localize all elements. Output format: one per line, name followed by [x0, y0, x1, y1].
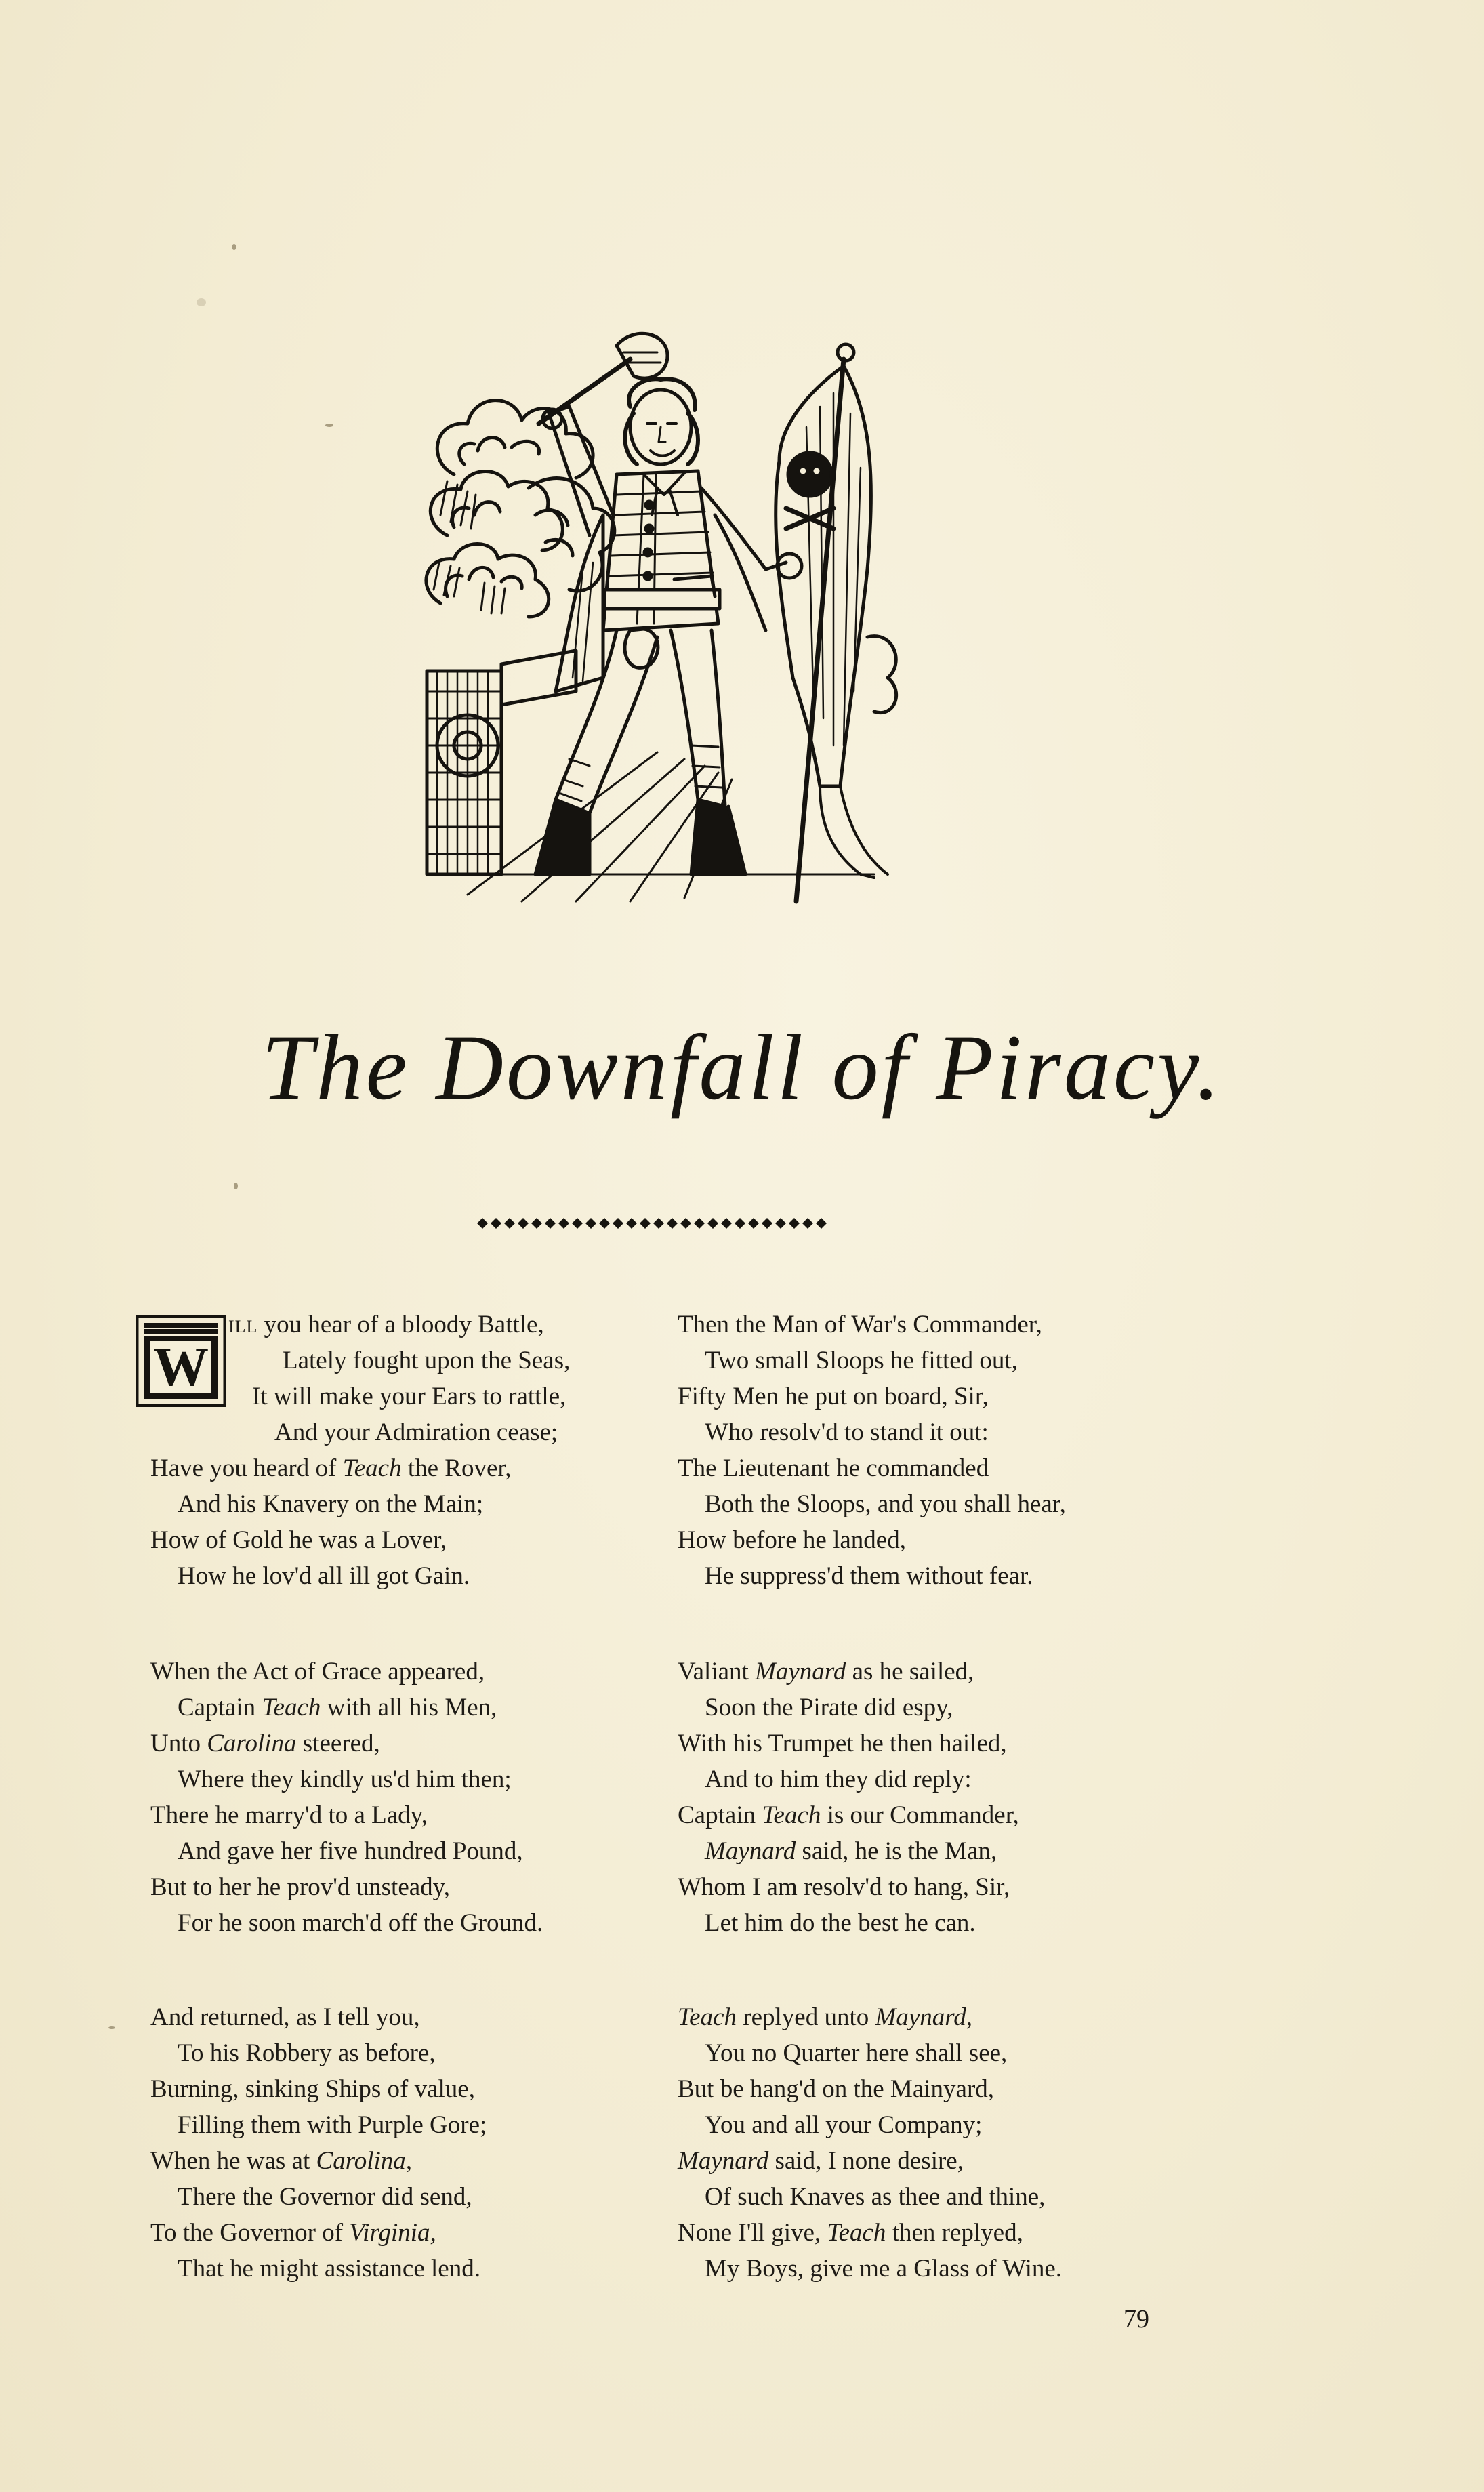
verse-text: Have you heard of [150, 1454, 343, 1482]
verse-text: Captain [678, 1801, 762, 1829]
verse-line [678, 1905, 1206, 1941]
verse-text: When the Act of Grace appeared, [150, 1658, 485, 1686]
italic-name: Virginia, [349, 2219, 436, 2247]
stanza [678, 1307, 1206, 1594]
verse-line [150, 1450, 679, 1486]
italic-name: Maynard [678, 2147, 769, 2175]
verse-text: The Lieutenant he commanded [678, 1454, 989, 1482]
stanza [678, 1654, 1206, 1941]
verse-text: Where they kindly us'd him then; [178, 1765, 512, 1793]
verse-line [678, 2143, 1206, 2179]
paper-speck [232, 244, 236, 250]
verse-line [150, 1378, 679, 1414]
italic-name: Carolina [207, 1730, 297, 1757]
verse-text: And returned, as I tell you, [150, 2003, 420, 2031]
verse-line [678, 1378, 1206, 1414]
italic-name: Maynard [705, 1837, 796, 1865]
verse-text: Of such Knaves as thee and thine, [705, 2183, 1046, 2211]
verse-text: Unto [150, 1730, 207, 1757]
verse-text: How of Gold he was a Lover, [150, 1526, 447, 1554]
verse-line [150, 2215, 679, 2251]
verse-text: How before he landed, [678, 1526, 906, 1554]
verse-text: the Rover, [401, 1454, 512, 1482]
verse-line [150, 2107, 679, 2143]
verse-text: There he marry'd to a Lady, [150, 1801, 428, 1829]
italic-name: Teach [678, 2003, 737, 2031]
ornamental-diamond-divider [474, 1215, 833, 1231]
verse-line [678, 2215, 1206, 2251]
drop-cap-letter: W [153, 1336, 209, 1397]
verse-line [678, 1999, 1206, 2035]
verse-text: And gave her five hundred Pound, [178, 1837, 523, 1865]
stanza [678, 1999, 1206, 2287]
verse-text: with all his Men, [321, 1694, 497, 1721]
verse-line [678, 1725, 1206, 1761]
verse-text: replyed unto [737, 2003, 875, 2031]
paper-speck [108, 2026, 115, 2029]
verse-line [150, 1690, 679, 1725]
verse-text: And his Knavery on the Main; [178, 1490, 484, 1518]
italic-name: Carolina, [316, 2147, 413, 2175]
verse-text: Let him do the best he can. [705, 1909, 976, 1937]
verse-line [150, 1522, 679, 1558]
poem-title: The Downfall of Piracy. [261, 1015, 1223, 1119]
verse-text: But to her he prov'd unsteady, [150, 1873, 451, 1901]
verse-line [150, 2035, 679, 2071]
stanza [150, 1307, 679, 1594]
verse-line [150, 1999, 679, 2035]
verse-line [150, 1343, 679, 1378]
verse-text: then replyed, [886, 2219, 1023, 2247]
stanza [150, 1654, 679, 1941]
verse-text: Filling them with Purple Gore; [178, 2111, 487, 2139]
verse-text: And to him they did reply: [705, 1765, 972, 1793]
verse-text: With his Trumpet he then hailed, [678, 1730, 1007, 1757]
italic-name: Teach [342, 1454, 402, 1482]
italic-name: Teach [827, 2219, 886, 2247]
italic-name: Maynard [755, 1658, 846, 1686]
verse-text: said, he is the Man, [796, 1837, 997, 1865]
verse-line [678, 1654, 1206, 1690]
verse-line [150, 2179, 679, 2215]
paper-speck [234, 1183, 238, 1189]
verse-text: Soon the Pirate did espy, [705, 1694, 953, 1721]
verse-text: Fifty Men he put on board, Sir, [678, 1383, 989, 1410]
verse-line [678, 2107, 1206, 2143]
verse-line [678, 2071, 1206, 2107]
verse-line [150, 2071, 679, 2107]
verse-line [150, 1486, 679, 1522]
verse-line [150, 1905, 679, 1941]
verse-text: steered, [296, 1730, 380, 1757]
verse-line [678, 1690, 1206, 1725]
verse-text: Burning, sinking Ships of value, [150, 2075, 475, 2103]
verse-text: ill you hear of a bloody Battle, [228, 1311, 544, 1339]
verse-line [678, 1307, 1206, 1343]
verse-line [150, 1833, 679, 1869]
italic-name: Teach [262, 1694, 321, 1721]
verse-text: For he soon march'd off the Ground. [178, 1909, 543, 1937]
verse-line [678, 1833, 1206, 1869]
verse-line [678, 1522, 1206, 1558]
verse-text: He suppress'd them without fear. [705, 1562, 1033, 1590]
verse-text: Both the Sloops, and you shall hear, [705, 1490, 1066, 1518]
verse-line [150, 1307, 679, 1343]
verse-text: My Boys, give me a Glass of Wine. [705, 2255, 1063, 2283]
verse-line [678, 2035, 1206, 2071]
verse-text: Then the Man of War's Commander, [678, 1311, 1042, 1339]
verse-line [678, 1486, 1206, 1522]
verse-line [150, 1414, 679, 1450]
pirate-woodcut-illustration [400, 312, 915, 922]
verse-line [678, 1450, 1206, 1486]
verse-line [678, 2179, 1206, 2215]
verse-line [150, 1725, 679, 1761]
verse-line [678, 1414, 1206, 1450]
verse-text: Whom I am resolv'd to hang, Sir, [678, 1873, 1010, 1901]
verse-text: That he might assistance lend. [178, 2255, 480, 2283]
paper-speck [197, 298, 206, 306]
verse-text: You and all your Company; [705, 2111, 983, 2139]
verse-text: There the Governor did send, [178, 2183, 472, 2211]
verse-line [150, 1654, 679, 1690]
verse-line [678, 1797, 1206, 1833]
verse-line [678, 1869, 1206, 1905]
paper-speck [325, 424, 333, 427]
verse-text: But be hang'd on the Mainyard, [678, 2075, 995, 2103]
verse-line [150, 1869, 679, 1905]
verse-line [678, 1761, 1206, 1797]
verse-text: Captain [178, 1694, 262, 1721]
verse-line [678, 2251, 1206, 2287]
verse-text: To the Governor of [150, 2219, 350, 2247]
verse-text: as he sailed, [846, 1658, 974, 1686]
verse-line [150, 2143, 679, 2179]
verse-text: Lately fought upon the Seas, [283, 1347, 571, 1374]
verse-text: You no Quarter here shall see, [705, 2039, 1008, 2067]
verse-text: Two small Sloops he fitted out, [705, 1347, 1018, 1374]
verse-text: Valiant [678, 1658, 756, 1686]
verse-text: None I'll give, [678, 2219, 827, 2247]
stanza [150, 1999, 679, 2287]
verse-text: To his Robbery as before, [178, 2039, 436, 2067]
verse-text: Who resolv'd to stand it out: [705, 1418, 989, 1446]
verse-text: When he was at [150, 2147, 316, 2175]
italic-name: Maynard, [875, 2003, 973, 2031]
italic-name: Teach [762, 1801, 821, 1829]
verse-line [678, 1558, 1206, 1594]
verse-line [150, 1797, 679, 1833]
verse-text: is our Commander, [821, 1801, 1019, 1829]
page-number: 79 [1124, 2305, 1149, 2333]
verse-line [150, 2251, 679, 2287]
verse-text: said, I none desire, [768, 2147, 964, 2175]
verse-line [678, 1343, 1206, 1378]
verse-line [150, 1761, 679, 1797]
verse-text: It will make your Ears to rattle, [252, 1383, 566, 1410]
verse-text: How he lov'd all ill got Gain. [178, 1562, 470, 1590]
verse-text: And your Admiration cease; [274, 1418, 558, 1446]
verse-line [150, 1558, 679, 1594]
